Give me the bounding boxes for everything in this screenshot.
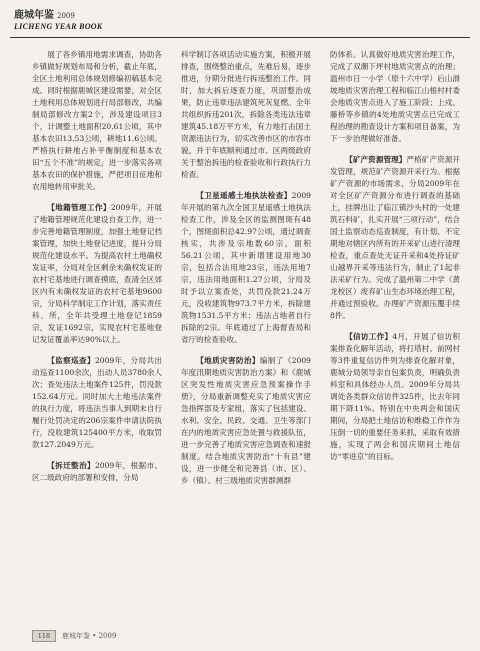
running-header (14, 6, 164, 31)
section-geo-hazard (181, 355, 311, 487)
footer-text: 鹿城年鉴 • 2009 (62, 632, 117, 640)
yearbook-year: 2009 (57, 12, 75, 20)
section-land-planning (32, 49, 162, 193)
section-geo-hazard-cont (330, 49, 460, 145)
section-demolition (32, 460, 162, 484)
section-inspection (32, 355, 162, 451)
section-cadastral (32, 202, 162, 346)
yearbook-subtitle: LICHENG YEAR BOOK (14, 22, 103, 31)
paragraph: 4月，开展了信访积案排查化解年活动，将打塔村、前网村等3件重复信访件列为排查化解对象，鹿城分局领导亲自包案负责，明确负责科室和具体经办人员。2009年分局共调处各类群众信访件325件，比去年同期下降11%。特别在中央两会和国庆期间，分局把土地信访和维稳工作作为压倒一切的重要任务来抓，采取有效措施，实现了两会和国庆期间土地信访“零进京”的目标。 (330, 332, 460, 461)
paragraph: 编制了《2009年度汛期地质灾害防治方案》和《鹿城区突发性地质灾害应急预案操作手册》，分局重新调整充实了地质灾害应急指挥部及专家组，落实了包括建设、水利、安全、民政、交通、卫生等部门在内的地质灾害应急处置与救援队伍，进一步完善了地质灾害应急调查和速报制度。结合地质灾害防治“十有县”建设，进一步健全和完善县（市、区）、乡（镇）、村三级地质灾害群测群 (181, 356, 311, 485)
paragraph: 科学制订各项活动实施方案，积极开展排查，围绕整治重点，先难后易，逐步推进，分期分批进行拆违整治工作。同时，加大拆后逐查力度，巩固整治成果，防止违章违法建筑死灰复燃。全年共组织拆违201次，拆除各类违法违章建筑45.18万平方米，有力地打击国土资源违法行为，切实改善市区的市容市貌。并于年底顺利通过市、区两级政府关于整治拆违的检查验收和行政执行力检查。 (181, 50, 311, 179)
section-heading: 【地质灾害防治】 (196, 356, 260, 365)
paragraph: 2009年，开展了地籍管理规范化建设自查工作，进一步完善地籍管理制度，加强土地登记档案管理，加快土地登记进度，提升分局规范化建设水平。为提高农村土地确权发证率，分局对全区剩余未确权发证的农村宅基地进行调查摸底，查清全区郊区内有未确权发证的农村宅基地9600宗，分局科学制定工作计划，落实责任科、所，全年共受理土地登记1859宗，发证1692宗，实现农村宅基地登记发证覆盖率达90%以上。 (32, 203, 162, 344)
yearbook-title (14, 6, 164, 21)
paragraph: 2009年开展的第九次全国卫星遥感土地执法检查工作，涉及全区的监测图斑有48个，图斑面积总42.97公顷，通过调查核实，共涉及宗地数60宗，面积56.21公顷，其中新增建设用地30宗，包括合法用地23宗，违法用地7宗，违法用地面积1.27公顷，分局及时予以立案查处，共罚没款21.24万元，没收建筑物973.7平方米，拆除建筑物1531.5平方米；违法占地者自行拆除的2宗。年底通过了上海督查局和省厅的检查验收。 (181, 191, 311, 344)
section-heading: 【信访工作】 (345, 332, 393, 341)
section-mineral-resources (330, 154, 460, 322)
paragraph: 2009年，分局共出动巡查1100余次，出动人员3780余人次；查处违法土地案件125件，罚没款152.64万元。同时加大土地违法案件的执行力度，将违法当事人到期未自行履行处罚决定的206宗案件申请法院执行，没收建筑125400平方米，收取罚款127.2049万元。 (32, 356, 162, 449)
article-columns (32, 49, 460, 619)
section-heading: 【矿产资源管理】 (345, 155, 407, 164)
section-heading: 【拆迁整治】 (47, 461, 95, 470)
page-footer (32, 630, 116, 642)
column-2 (181, 49, 311, 619)
paragraph: 展了各乡镇用地需求调查，协助各乡镇做好规划布局和分析，截止年底，全区土地利用总体规划修编初稿基本完成。同时根据鹿城区建设需要，对全区土地利用总体规划进行局部修改，共编制局部修改方案2个，涉及建设项目3个，计调整土地面积20.61公顷，其中基本农田13.53公顷，耕地11.6公顷。严格执行耕地占补平衡制度和基本农田“五个不准”的规定，进一步落实各项基本农田的保护措施，严把项目征地和农用地转用审批关。 (32, 50, 162, 191)
paragraph: 防体系。认真做好地质灾害治理工作，完成了双潮下坪村地质灾害点的治理；温州市日一小学（原十六中学）后山滑坡地质灾害治理工程和临江山根村村委会地质灾害点进入了施工阶段；上戍、藤桥等乡镇的4处地质灾害点已完成工程治理的勘查设计方案和项目备案，为下一步治理做好准备。 (330, 50, 460, 143)
paragraph: 严格矿产资源开发管理，规范矿产资源开采行为。根据矿产资源的市场需求，分局2009年在对全区矿产资源分布进行调查的基础上，挂牌出让了临江镇沙头村的一处建筑石料矿，扎实开展“三项行动”，结合国土监察动态巡查制度，有计划、不定期地对辖区内所有的开采矿山进行清理检查，重点查处无证开采和4处持证矿山越界开采等违法行为，制止了1起非法采矿行为。完成了温州第二中学（黄龙校区）废弃矿山生态环境治理工程，并通过预验收。办理矿产资源压覆手续8件。 (330, 155, 460, 320)
header-rule (10, 37, 470, 38)
column-1 (32, 49, 162, 619)
paragraph: 2009年，根据市、区二级政府的部署和安排，分局 (32, 461, 162, 482)
section-heading: 【地籍管理工作】 (47, 203, 111, 212)
page-number: 118 (32, 630, 56, 642)
section-heading: 【监察巡查】 (47, 356, 95, 365)
column-3 (330, 49, 460, 619)
section-satellite-enforcement (181, 190, 311, 346)
section-heading: 【卫星遥感土地执法检查】 (196, 191, 292, 200)
yearbook-title-text: 鹿城年鉴 (14, 10, 54, 21)
section-demolition-cont (181, 49, 311, 181)
section-petitions (330, 331, 460, 463)
